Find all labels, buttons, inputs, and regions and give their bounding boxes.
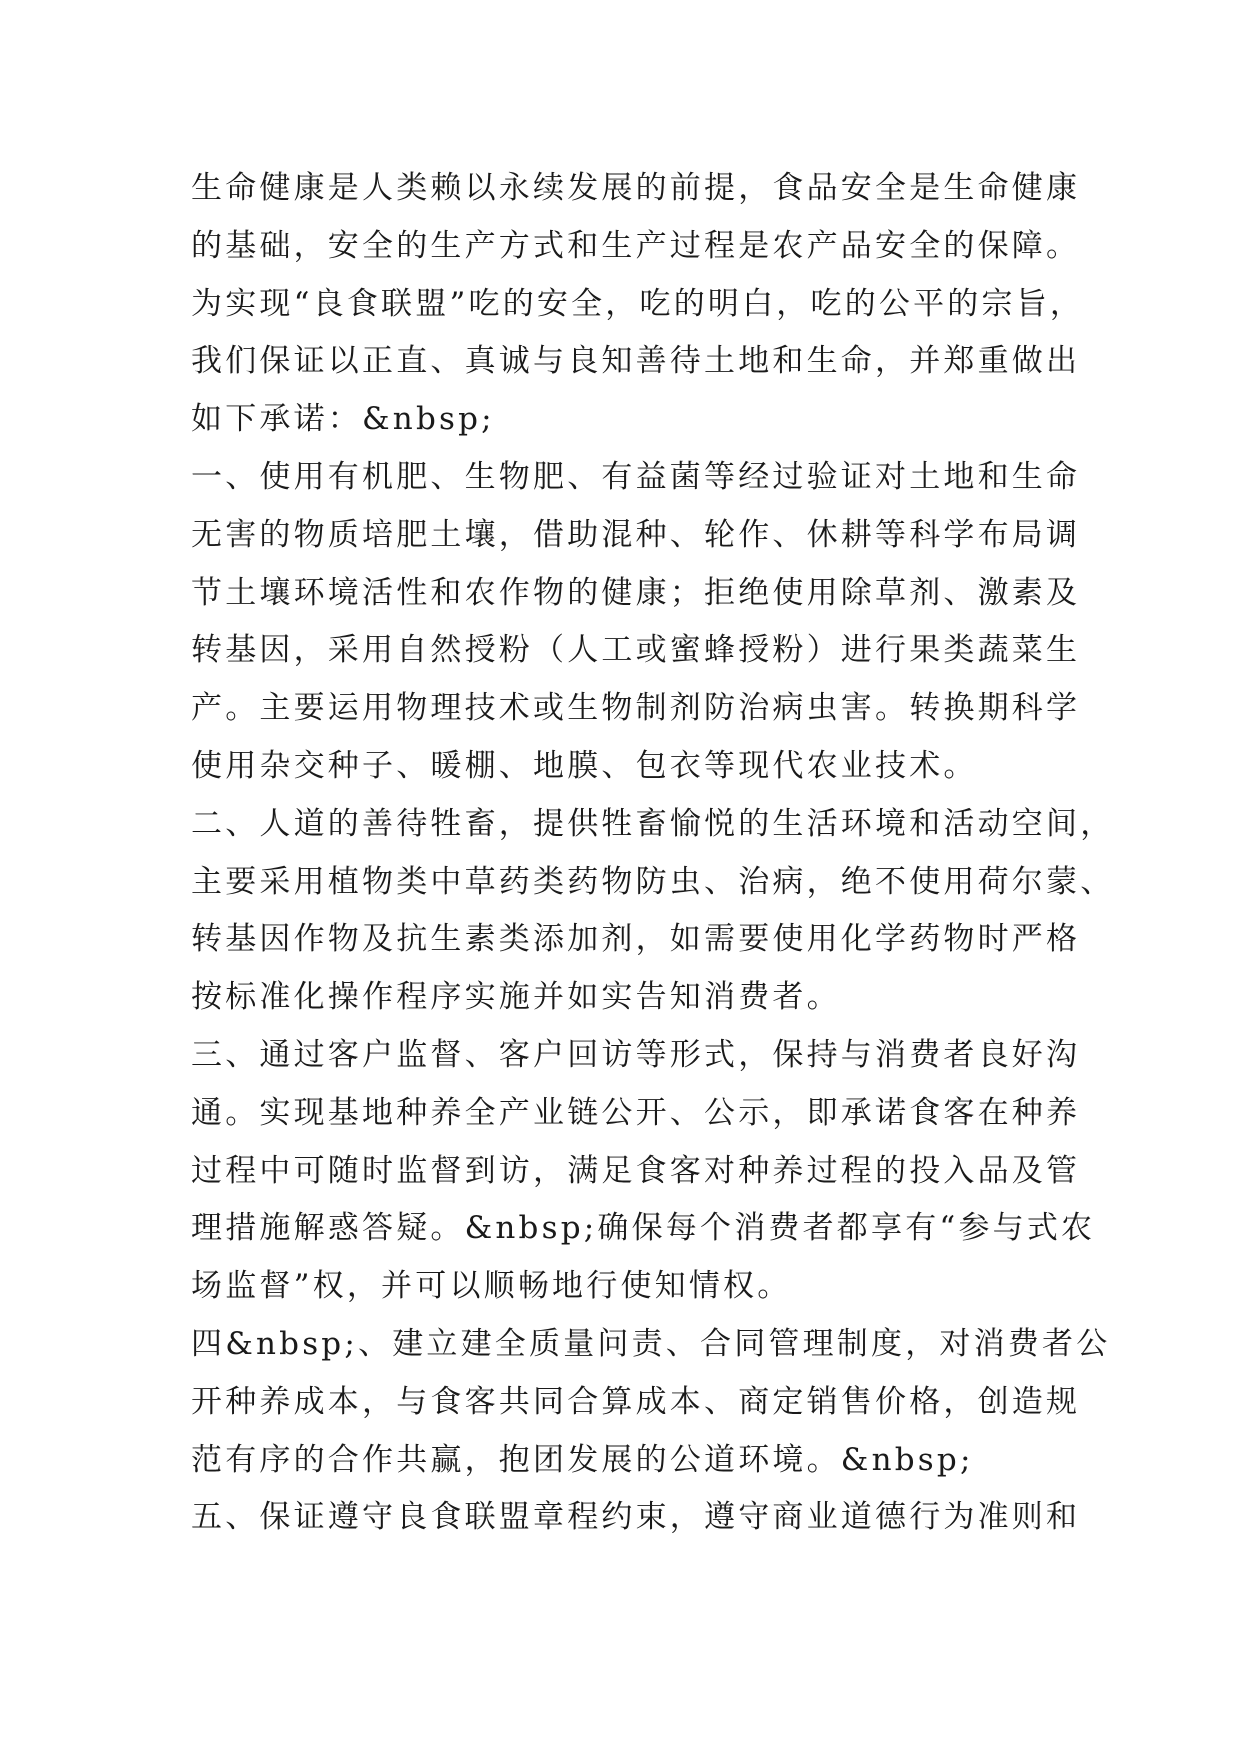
text-line: 一、使用有机肥、生物肥、有益菌等经过验证对土地和生命 (191, 458, 1081, 495)
text-line: 使用杂交种子、暖棚、地膜、包衣等现代农业技术。 (191, 747, 978, 784)
text-line: 生命健康是人类赖以永续发展的前提，食品安全是生命健康 (191, 170, 1081, 206)
pledge-text (191, 160, 1115, 1547)
text-line: 四&nbsp;、建立建全质量问责、合同管理制度，对消费者公 (191, 1325, 1111, 1362)
text-line: 主要采用植物类中草药类药物防虫、治病，绝不使用荷尔蒙、 (191, 863, 1115, 900)
text-line: 三、通过客户监督、客户回访等形式，保持与消费者良好沟 (191, 1036, 1081, 1073)
text-line: 开种养成本，与食客共同合算成本、商定销售价格，创造规 (191, 1383, 1081, 1420)
text-line: 二、人道的善待牲畜，提供牲畜愉悦的生活环境和活动空间， (191, 805, 1115, 842)
text-line: 通。实现基地种养全产业链公开、公示，即承诺食客在种养 (191, 1094, 1081, 1131)
text-line: 如下承诺：&nbsp; (191, 401, 495, 438)
text-line: 理措施解惑答疑。&nbsp;确保每个消费者都享有“参与式农 (191, 1210, 1096, 1247)
text-line: 场监督”权，并可以顺畅地行使知情权。 (191, 1268, 792, 1305)
text-line: 过程中可随时监督到访，满足食客对种养过程的投入品及管 (191, 1152, 1081, 1189)
text-line: 五、保证遵守良食联盟章程约束，遵守商业道德行为准则和 (191, 1499, 1081, 1536)
text-line: 为实现“良食联盟”吃的安全，吃的明白，吃的公平的宗旨， (191, 285, 1085, 322)
text-line: 转基因作物及抗生素类添加剂，如需要使用化学药物时严格 (191, 921, 1081, 958)
text-line: 的基础，安全的生产方式和生产过程是农产品安全的保障。 (191, 227, 1081, 264)
text-line: 产。主要运用物理技术或生物制剂防治病虫害。转换期科学 (191, 690, 1081, 727)
text-line: 按标准化操作程序实施并如实告知消费者。 (191, 979, 841, 1016)
text-line: 范有序的合作共赢，抱团发展的公道环境。&nbsp; (191, 1441, 974, 1478)
text-line: 我们保证以正直、真诚与良知善待土地和生命，并郑重做出 (191, 343, 1081, 380)
text-line: 无害的物质培肥土壤，借助混种、轮作、休耕等科学布局调 (191, 516, 1081, 553)
text-line: 转基因，采用自然授粉（人工或蜜蜂授粉）进行果类蔬菜生 (191, 632, 1081, 669)
text-line: 节土壤环境活性和农作物的健康；拒绝使用除草剂、激素及 (191, 574, 1081, 611)
